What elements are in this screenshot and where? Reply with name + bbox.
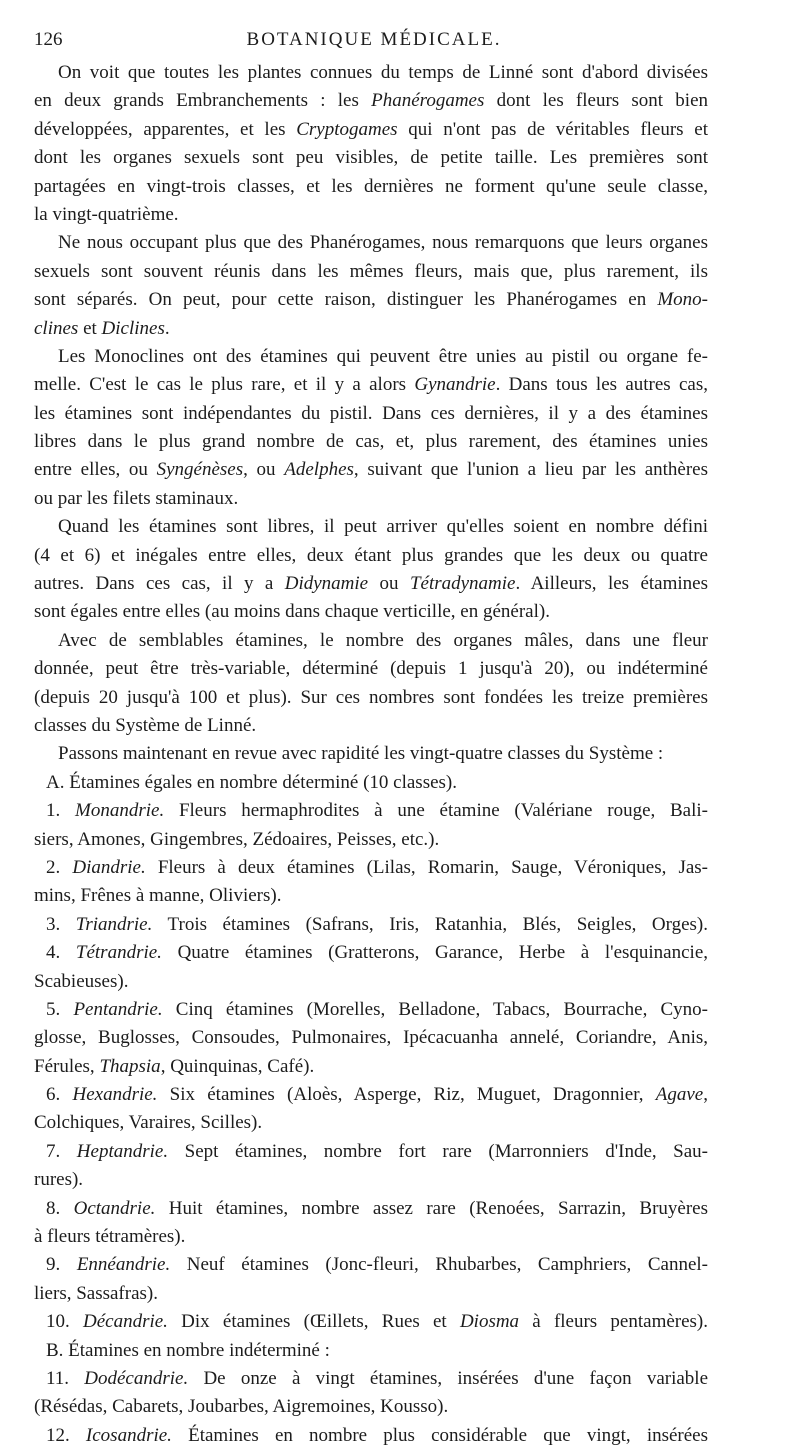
text-line: glosse, Buglosses, Consoudes, Pulmonaires, Ipécacuanha annelé, Coriandre, Anis, bbox=[34, 1027, 708, 1049]
page-header bbox=[34, 29, 714, 55]
text-line: les étamines sont indépendantes du pistil. Dans ces dernières, il y a des étamines bbox=[34, 402, 708, 424]
text-line: classes du Système de Linné. bbox=[34, 714, 257, 736]
text-line: clines et Diclines. bbox=[34, 317, 170, 339]
text-line: développées, apparentes, et les Cryptogames qui n'ont pas de véritables fleurs et bbox=[34, 118, 708, 140]
text-line: Quand les étamines sont libres, il peut arriver qu'elles soient en nombre défini bbox=[58, 516, 708, 538]
text-line: (4 et 6) et inégales entre elles, deux étant plus grandes que les deux ou quatre bbox=[34, 544, 708, 566]
text-line: en deux grands Embranchements : les Phanérogames dont les fleurs sont bien bbox=[34, 90, 708, 112]
text-line: siers, Amones, Gingembres, Zédoaires, Peisses, etc.). bbox=[34, 828, 440, 850]
class-item-6: 6. Hexandrie. Six étamines (Aloès, Asperge, Riz, Muguet, Dragonnier, Agave, bbox=[46, 1084, 708, 1106]
text-line: Scabieuses). bbox=[34, 970, 129, 992]
section-heading-b: B. Étamines en nombre indéterminé : bbox=[46, 1339, 330, 1361]
class-item-9: 9. Ennéandrie. Neuf étamines (Jonc-fleuri, Rhubarbes, Camphriers, Cannel- bbox=[46, 1254, 708, 1276]
text-line: sont séparés. On peut, pour cette raison, distinguer les Phanérogames en Mono- bbox=[34, 289, 708, 311]
text-line: melle. C'est le cas le plus rare, et il y a alors Gynandrie. Dans tous les autres cas, bbox=[34, 374, 708, 396]
class-item-4: 4. Tétrandrie. Quatre étamines (Gratterons, Garance, Herbe à l'esquinancie, bbox=[46, 942, 708, 964]
text-line: rures). bbox=[34, 1169, 84, 1191]
text-line: Ne nous occupant plus que des Phanérogames, nous remarquons que leurs organes bbox=[58, 232, 708, 254]
text-line: à fleurs tétramères). bbox=[34, 1226, 186, 1248]
class-item-10: 10. Décandrie. Dix étamines (Œillets, Rues et Diosma à fleurs pentamères). bbox=[46, 1311, 708, 1333]
class-item-12: 12. Icosandrie. Étamines en nombre plus considérable que vingt, insérées bbox=[46, 1424, 708, 1446]
class-item-3: 3. Triandrie. Trois étamines (Safrans, Iris, Ratanhia, Blés, Seigles, Orges). bbox=[46, 913, 708, 935]
text-line: entre elles, ou Syngénèses, ou Adelphes, suivant que l'union a lieu par les anthères bbox=[34, 459, 708, 481]
page-number: 126 bbox=[34, 29, 63, 50]
class-item-11: 11. Dodécandrie. De onze à vingt étamines, insérées d'une façon variable bbox=[46, 1367, 708, 1389]
text-line: Avec de semblables étamines, le nombre des organes mâles, dans une fleur bbox=[58, 629, 708, 651]
text-line: Colchiques, Varaires, Scilles). bbox=[34, 1112, 263, 1134]
text-line: mins, Frênes à manne, Oliviers). bbox=[34, 885, 282, 907]
text-line: partagées en vingt-trois classes, et les dernières ne forment qu'une seule classe, bbox=[34, 175, 708, 197]
class-item-1: 1. Monandrie. Fleurs hermaphrodites à une étamine (Valériane rouge, Bali- bbox=[46, 800, 708, 822]
text-line: On voit que toutes les plantes connues du temps de Linné sont d'abord divisées bbox=[58, 62, 708, 83]
text-line: la vingt-quatrième. bbox=[34, 203, 179, 225]
text-line: (depuis 20 jusqu'à 100 et plus). Sur ces nombres sont fondées les treize premières bbox=[34, 686, 708, 708]
class-item-2: 2. Diandrie. Fleurs à deux étamines (Lilas, Romarin, Sauge, Véroniques, Jas- bbox=[46, 856, 708, 878]
text-line: (Résédas, Cabarets, Joubarbes, Aigremoines, Kousso). bbox=[34, 1396, 449, 1418]
text-line: libres dans le plus grand nombre de cas, et, plus rarement, des étamines unies bbox=[34, 431, 708, 453]
page-body bbox=[34, 59, 708, 1450]
text-line: sont égales entre elles (au moins dans chaque verticille, en général). bbox=[34, 601, 550, 623]
text-line: liers, Sassafras). bbox=[34, 1282, 158, 1304]
text-line: autres. Dans ces cas, il y a Didynamie ou Tétradynamie. Ailleurs, les étamines bbox=[34, 573, 708, 595]
text-line: ou par les filets staminaux. bbox=[34, 487, 239, 509]
class-item-7: 7. Heptandrie. Sept étamines, nombre fort rare (Marronniers d'Inde, Sau- bbox=[46, 1140, 708, 1162]
text-line: Férules, Thapsia, Quinquinas, Café). bbox=[34, 1055, 315, 1077]
text-line: dont les organes sexuels sont peu visibles, de petite taille. Les premières sont bbox=[34, 147, 708, 169]
text-line: sexuels sont souvent réunis dans les mêmes fleurs, mais que, plus rarement, ils bbox=[34, 260, 708, 282]
text-line: donnée, peut être très-variable, déterminé (depuis 1 jusqu'à 20), ou indéterminé bbox=[34, 658, 708, 680]
text-line: Passons maintenant en revue avec rapidité les vingt-quatre classes du Système : bbox=[58, 743, 664, 765]
class-item-8: 8. Octandrie. Huit étamines, nombre assez rare (Renoées, Sarrazin, Bruyères bbox=[46, 1197, 708, 1219]
running-title: BOTANIQUE MÉDICALE. bbox=[246, 29, 502, 50]
class-item-5: 5. Pentandrie. Cinq étamines (Morelles, Belladone, Tabacs, Bourrache, Cyno- bbox=[46, 998, 708, 1020]
section-heading-a: A. Étamines égales en nombre déterminé (10 classes). bbox=[46, 771, 457, 793]
text-line: Les Monoclines ont des étamines qui peuvent être unies au pistil ou organe fe- bbox=[58, 345, 708, 367]
